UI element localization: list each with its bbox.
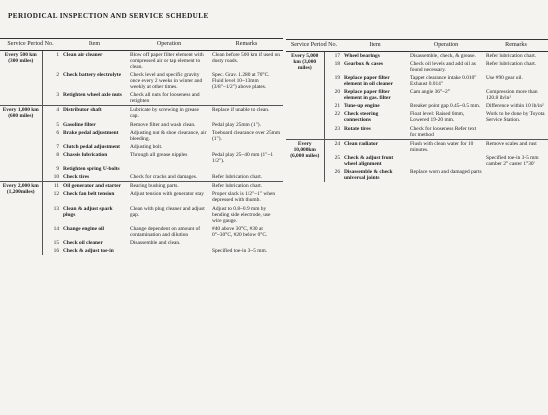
service-item: Check & adjust front wheel alignment	[344, 154, 394, 167]
service-item: Replace paper filter element in oil cleaner	[344, 74, 393, 87]
service-number: 3	[42, 91, 61, 106]
service-period: Every 500 km (300 miles)	[4, 51, 37, 64]
service-item: Gearbox & cases	[344, 60, 383, 67]
service-remarks: Specified toe-in 3-5 mm camber 2° caster 1°30'	[486, 154, 539, 167]
service-item: Check steering connections	[344, 111, 379, 124]
service-remarks: Refer lubrication chart.	[486, 60, 537, 67]
service-number: 23	[324, 125, 342, 140]
header-item: Item	[342, 40, 408, 52]
service-operation: Disassemble, check, & grease.	[410, 52, 476, 59]
service-number: 5	[42, 121, 61, 129]
schedule-row	[0, 173, 283, 182]
service-operation: Lubricate by screwing in grease cap.	[128, 106, 210, 121]
service-number: 6	[42, 129, 61, 143]
service-number: 11	[42, 182, 61, 191]
header-row	[0, 39, 283, 51]
service-number: 8	[42, 151, 61, 165]
service-operation: Check level and specific gravity once every 2 weeks in winter and weekly at other times.	[130, 71, 203, 91]
service-remarks: Pedal play 25mm (1").	[212, 121, 261, 128]
service-period: Every 1,000 km (600 miles)	[0, 106, 42, 182]
service-number: 20	[324, 88, 342, 102]
service-number: 21	[324, 102, 342, 110]
service-operation: Clean with plug cleaner and adjust gap.	[130, 205, 205, 218]
service-operation: Check all nuts for looseness and retighten	[130, 92, 200, 105]
service-remarks	[484, 125, 548, 140]
service-number: 24	[324, 139, 342, 154]
schedule-row	[0, 71, 283, 91]
service-operation: Float level: Raised 6mm, Lowered 19-20 mm.	[410, 111, 465, 124]
schedule-row	[286, 51, 548, 60]
service-number: 25	[324, 154, 342, 168]
service-number: 1	[42, 50, 61, 71]
service-remarks	[484, 168, 548, 182]
service-operation: Check oil levels and add oil as found necessary.	[410, 60, 476, 73]
schedule-row	[0, 129, 283, 143]
service-item: Distributor shaft	[61, 106, 128, 121]
schedule-row	[286, 102, 548, 110]
service-item: Clean air cleaner	[63, 51, 103, 58]
schedule-row	[0, 190, 283, 204]
service-number: 15	[42, 239, 61, 247]
service-item: Retighten spring U-bolts	[63, 166, 120, 173]
schedule-row	[286, 74, 548, 88]
service-remarks: Refer lubrication chart.	[210, 182, 283, 191]
service-item: Gasoline filter	[63, 121, 96, 128]
service-item: Clean radiator	[342, 139, 408, 154]
service-remarks	[210, 239, 283, 247]
service-item: Tune-up engine	[344, 103, 380, 110]
schedule-row	[0, 182, 283, 191]
service-item: Clean & adjust spark plugs	[63, 205, 113, 218]
schedule-row	[0, 225, 283, 239]
schedule-row	[0, 91, 283, 106]
service-item: Check fan belt tension	[63, 191, 115, 198]
service-number: 16	[42, 247, 61, 255]
service-remarks: Remove scales and rust	[484, 139, 548, 154]
page-title: PERIODICAL INSPECTION AND SERVICE SCHEDULE	[8, 12, 209, 20]
service-number: 19	[324, 74, 342, 88]
service-number: 17	[324, 51, 342, 60]
schedule-row	[0, 165, 283, 173]
header-service-period: Service Period No.	[0, 39, 61, 51]
service-item: Check battery electrolyte	[63, 71, 121, 78]
service-remarks: Toeboard clearance over 25mm (1").	[212, 129, 281, 142]
service-item: Check & adjust toe-in	[63, 248, 114, 255]
service-number: 10	[42, 173, 61, 182]
header-service-period: Service Period No.	[286, 40, 342, 52]
service-number: 7	[42, 143, 61, 151]
schedule-row	[0, 205, 283, 225]
service-number: 12	[42, 190, 61, 204]
service-remarks: Replace if unable to clean.	[210, 106, 283, 121]
service-operation: Replace worn and damaged parts	[410, 169, 482, 176]
service-remarks: Spec. Grav. 1.280 at 70°C. Fluid level 10~13mm (3/8"~1/2") above plates.	[212, 71, 270, 91]
service-item: Chassis lubrication	[63, 151, 108, 158]
service-operation: Tappet clearance intake 0.010" Exhaust 0.014"	[410, 74, 477, 87]
service-period: Every 2,000 km (1,200miles)	[0, 182, 42, 255]
service-operation	[128, 247, 210, 255]
schedule-table-left	[0, 38, 283, 255]
schedule-row	[0, 121, 283, 129]
service-operation: Blow off paper filter element with compressed air or tap element to clean.	[130, 51, 204, 70]
service-item: Wheel bearings	[344, 52, 380, 59]
service-operation: Check for cracks and damages.	[130, 174, 198, 181]
service-item: Check tires	[63, 174, 90, 181]
service-operation: Check for looseness Refer text for method	[410, 125, 477, 138]
schedule-row	[0, 106, 283, 121]
service-number: 14	[42, 225, 61, 239]
service-operation: Remove filter and wash clean.	[130, 121, 196, 128]
service-period: Every 5,000 km (3,000 miles)	[291, 52, 319, 71]
service-number: 18	[324, 60, 342, 74]
service-item: Rotate tires	[344, 125, 371, 132]
header-item: Item	[61, 39, 128, 51]
service-remarks: Specified toe-in 3~5 mm.	[212, 248, 268, 255]
schedule-table-right	[286, 39, 548, 182]
service-operation: Change dependent on amount of contamination and dilution	[130, 225, 201, 238]
service-operation: Cam angle 36°~2°	[410, 89, 450, 96]
service-period: Every 10,000km (6,000 miles)	[286, 139, 324, 182]
service-item: Brake pedal adjustment	[63, 129, 119, 136]
service-item: Retighten wheel axle nuts	[63, 92, 122, 99]
service-number: 2	[42, 71, 61, 91]
schedule-row	[286, 110, 548, 124]
service-remarks: Proper slack is 1/2"~1" when depressed with thumb.	[212, 191, 276, 204]
service-operation: Through all grease nipples	[130, 151, 188, 158]
schedule-row	[286, 60, 548, 74]
service-remarks: Compression more than 120.8 lb/in²	[486, 89, 538, 102]
header-remarks: Remarks	[210, 39, 283, 51]
header-remarks: Remarks	[484, 40, 548, 52]
service-operation: Adjusting bolt.	[130, 143, 163, 150]
service-remarks: Use #90 gear oil.	[486, 74, 523, 81]
schedule-row	[286, 139, 548, 154]
service-number: 13	[42, 205, 61, 225]
service-remarks	[210, 165, 283, 173]
service-remarks: Refer lubrication chart.	[486, 52, 537, 59]
service-item: Replace paper filter element in gas. filter	[344, 89, 391, 102]
service-item: Clutch pedal adjustment	[63, 143, 120, 150]
service-remarks	[210, 143, 283, 151]
header-operation: Operation	[128, 39, 210, 51]
schedule-row	[0, 247, 283, 255]
service-remarks	[210, 91, 283, 106]
service-operation: Adjust tension with generator stay	[130, 191, 204, 198]
service-operation	[128, 165, 210, 173]
service-remarks: Work to be done by Toyota Service Station.	[486, 111, 545, 124]
service-item: Change engine oil	[63, 225, 105, 232]
service-operation: Flush with clean water for 10 minutes.	[408, 139, 484, 154]
schedule-row	[0, 143, 283, 151]
schedule-row	[286, 88, 548, 102]
service-remarks: Clean before 500 km if used on dusty roads.	[212, 51, 280, 64]
service-remarks: #40 above 30°C, #30 at 0°~30°C, #20 below 0°C.	[212, 225, 268, 238]
service-item: Disassemble & check universal joints	[344, 169, 393, 182]
service-remarks: Difference within 10 lb/in²	[486, 103, 544, 110]
service-operation: Disassemble and clean.	[130, 240, 181, 247]
header-row	[286, 40, 548, 52]
service-operation: Adjusting nut & shoe clearance, air bleeding.	[130, 129, 207, 142]
service-operation: Bearing bushing parts.	[128, 182, 210, 191]
schedule-row	[0, 50, 283, 71]
service-number: 9	[42, 165, 61, 173]
schedule-row	[0, 151, 283, 165]
service-item: Check oil cleaner	[63, 240, 103, 247]
schedule-row	[0, 239, 283, 247]
service-number: 26	[324, 168, 342, 182]
schedule-row	[286, 125, 548, 140]
header-operation: Operation	[408, 40, 484, 52]
service-operation: Breaker point gap 0.45~0.5 mm.	[410, 103, 481, 110]
service-item: Oil generator and starter	[61, 182, 128, 191]
service-operation	[408, 154, 484, 168]
service-number: 4	[42, 106, 61, 121]
schedule-row	[286, 168, 548, 182]
schedule-row	[286, 154, 548, 168]
service-number: 22	[324, 110, 342, 124]
service-remarks: Pedal play 25~40 mm (1"~1 1/2").	[212, 151, 274, 164]
service-remarks: Refer lubrication chart.	[212, 174, 263, 181]
service-remarks: Adjust to 0.8~0.9 mm by bending side electrode, use wire gauge.	[212, 205, 271, 224]
